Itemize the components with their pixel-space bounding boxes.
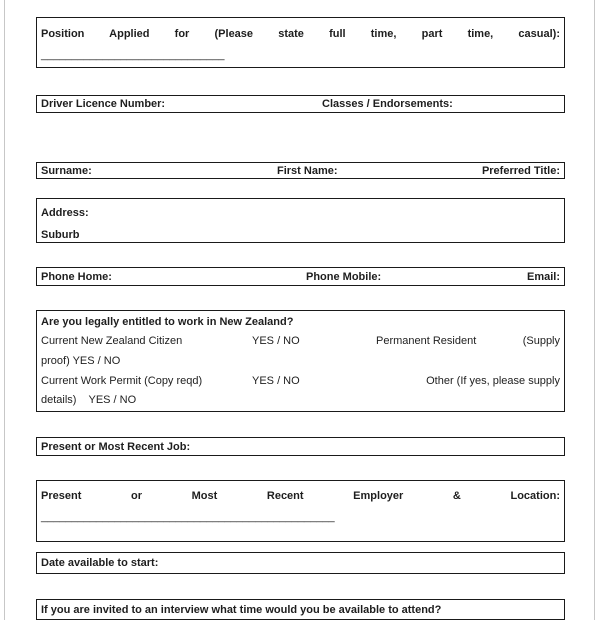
work-permit-row [41, 375, 560, 387]
other-details-yes-no: details) YES / NO [41, 394, 137, 407]
permanent-resident-proof-yes-no: proof) YES / NO [41, 354, 121, 367]
interview-availability-section [36, 599, 565, 620]
position-applied-fill-line: ______________________________ [41, 49, 225, 61]
citizen-yes-no: YES / NO [252, 335, 300, 348]
contact-section [36, 267, 565, 286]
recent-job-section [36, 437, 565, 456]
interview-availability-label: If you are invited to an interview what time would you be available to attend? [41, 603, 442, 616]
recent-job-label: Present or Most Recent Job: [41, 440, 191, 453]
driver-licence-section [36, 95, 565, 113]
other-supply-label: Other (If yes, please supply [426, 374, 560, 387]
work-eligibility-section [36, 310, 565, 412]
position-applied-label: Position Applied for (Please state full time, part time, casual): [41, 28, 560, 40]
page-left-edge [4, 0, 5, 620]
name-section [36, 162, 565, 179]
permanent-resident-supply-text: (Supply [522, 335, 560, 348]
permanent-resident-label: Permanent Resident [376, 335, 477, 348]
work-permit-label: Current Work Permit (Copy reqd) [41, 374, 203, 387]
recent-employer-label: Present or Most Recent Employer & Location: [41, 490, 560, 502]
recent-employer-fill-line: ________________________________________________ [41, 511, 335, 523]
driver-licence-number-label: Driver Licence Number: [41, 98, 166, 110]
citizen-label: Current New Zealand Citizen [41, 335, 183, 348]
address-label: Address: [41, 207, 89, 219]
preferred-title-label: Preferred Title: [481, 164, 560, 177]
surname-label: Surname: [41, 164, 92, 177]
page-right-edge [594, 0, 595, 620]
recent-employer-section [36, 480, 565, 542]
address-section [36, 198, 565, 243]
classes-endorsements-label: Classes / Endorsements: [322, 98, 453, 110]
first-name-label: First Name: [277, 164, 338, 177]
work-permit-yes-no: YES / NO [252, 374, 300, 387]
email-label: Email: [526, 270, 560, 283]
start-date-label: Date available to start: [41, 557, 159, 569]
citizen-row [41, 335, 560, 347]
suburb-label: Suburb [41, 229, 80, 241]
position-applied-section [36, 17, 565, 68]
start-date-section [36, 552, 565, 574]
work-eligibility-header: Are you legally entitled to work in New Zealand? [41, 315, 294, 328]
phone-mobile-label: Phone Mobile: [306, 270, 382, 283]
phone-home-label: Phone Home: [41, 270, 112, 283]
